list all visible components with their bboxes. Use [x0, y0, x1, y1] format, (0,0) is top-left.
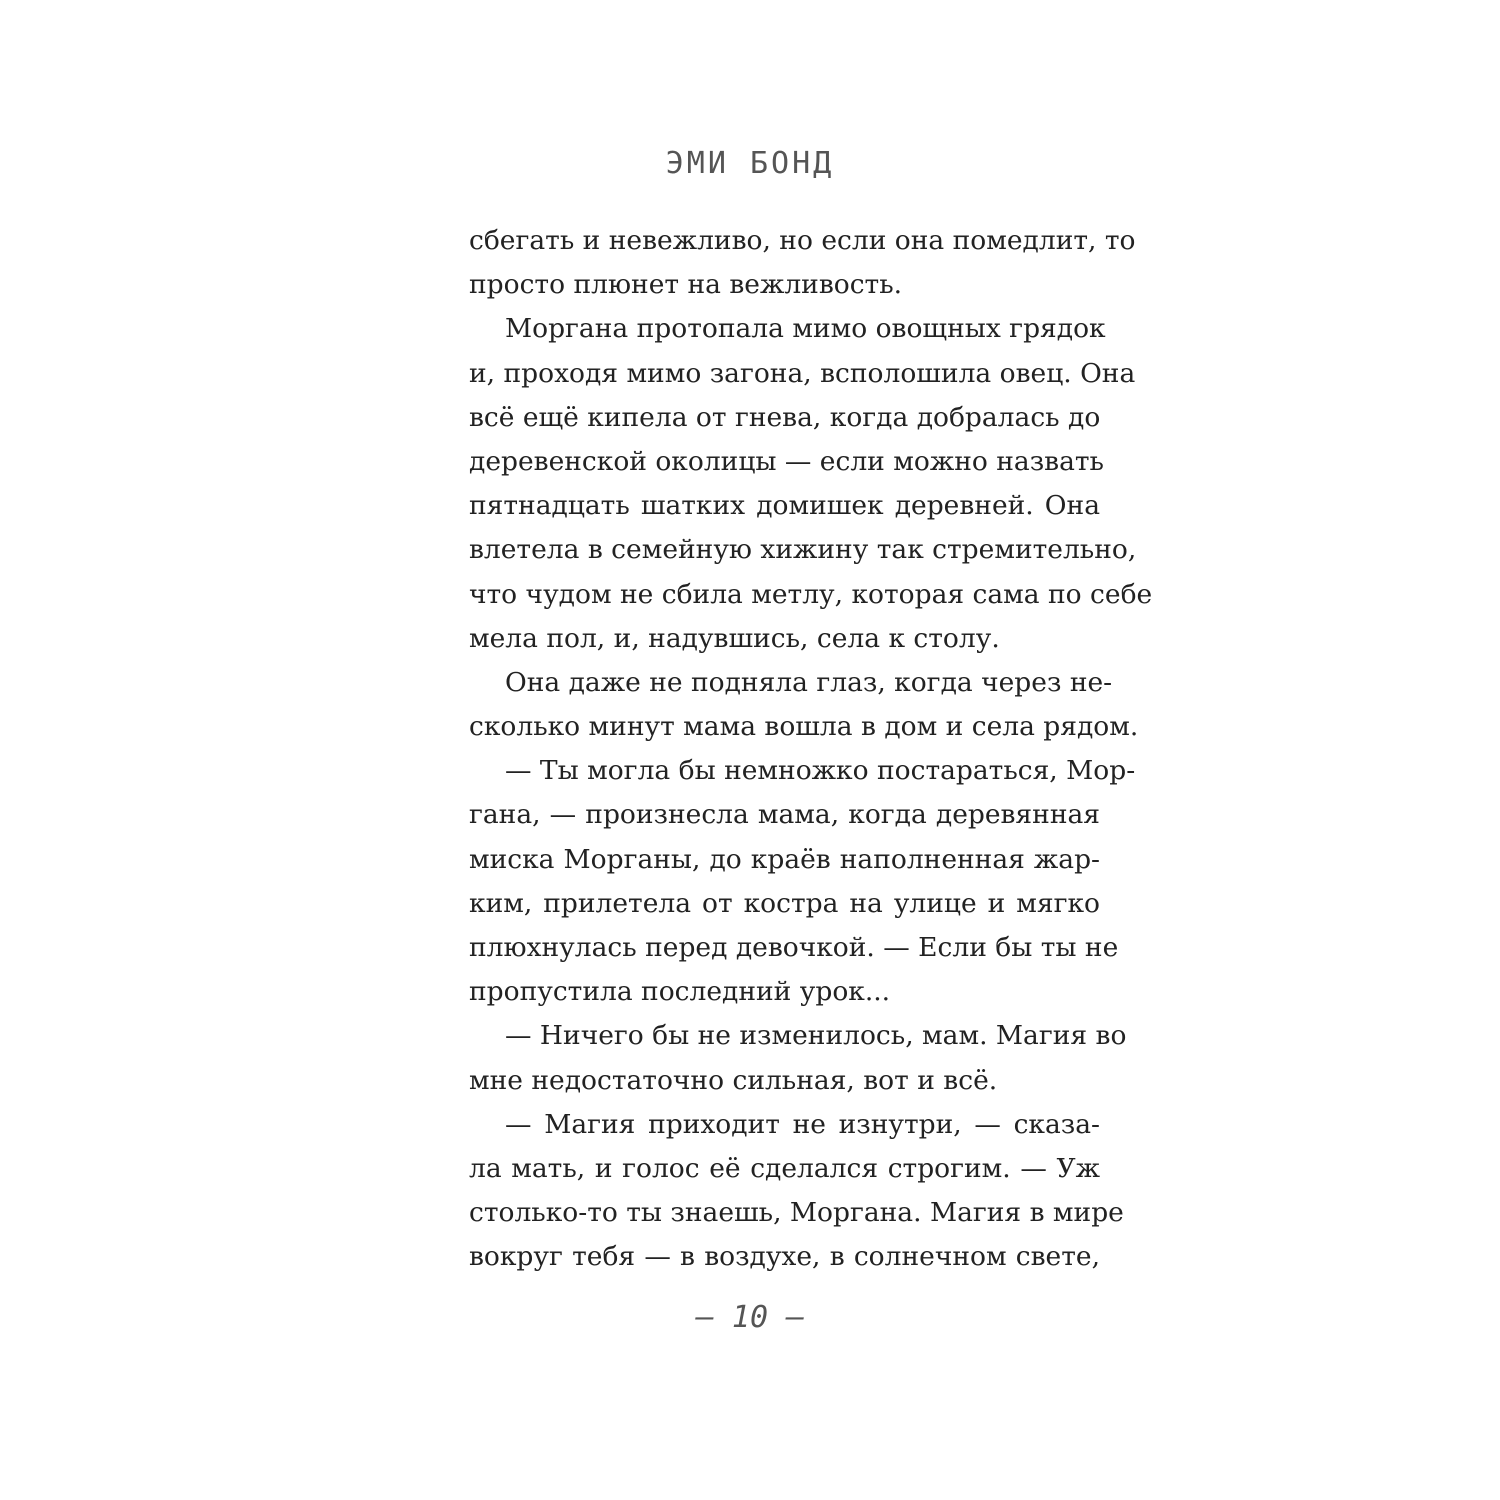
text-line: ким, прилетела от костра на улице и мягко [469, 887, 1100, 919]
text-line: мела пол, и, надувшись, села к столу. [469, 622, 1000, 654]
text-line: деревенской околицы — если можно назвать [469, 445, 1104, 477]
text-line: влетела в семейную хижину так стремительно, [469, 534, 1137, 566]
text-line: плюхнулась перед девочкой. — Если бы ты не [469, 932, 1119, 963]
text-line: ла мать, и голос её сделался строгим. — Уж [469, 1152, 1100, 1184]
running-head: ЭМИ БОНД [665, 146, 835, 181]
text-line: миска Морганы, до краёв наполненная жар- [469, 843, 1100, 875]
text-line: всё ещё кипела от гнева, когда добралась до [469, 401, 1101, 433]
text-line: Она даже не подняла глаз, когда через не- [505, 666, 1113, 698]
text-line: сколько минут мама вошла в дом и села рядом. [469, 711, 1139, 743]
text-line: и, проходя мимо загона, всполошила овец. Она [469, 357, 1136, 389]
text-line: — Магия приходит не изнутри, — сказа- [505, 1108, 1100, 1140]
text-line: Моргана протопала мимо овощных грядок [505, 313, 1106, 345]
text-line: — Ничего бы не изменилось, мам. Магия во [505, 1020, 1127, 1052]
text-line: — Ты могла бы немножко постараться, Мор- [505, 755, 1136, 787]
text-line: пропустила последний урок... [469, 976, 891, 1008]
text-line: сбегать и невежливо, но если она помедлит, то [469, 225, 1136, 256]
text-line: мне недостаточно сильная, вот и всё. [469, 1064, 998, 1096]
text-line: пятнадцать шатких домишек деревней. Она [469, 490, 1100, 522]
text-line: столько-то ты знаешь, Моргана. Магия в мире [469, 1197, 1124, 1229]
text-line: гана, — произнесла мама, когда деревянная [469, 799, 1100, 831]
body-text [469, 219, 1153, 1280]
text-line: что чудом не сбила метлу, которая сама по себе [469, 578, 1153, 610]
text-line: просто плюнет на вежливость. [469, 269, 903, 301]
text-line: вокруг тебя — в воздухе, в солнечном свете, [469, 1241, 1100, 1273]
page-number: — 10 — [695, 1300, 805, 1335]
